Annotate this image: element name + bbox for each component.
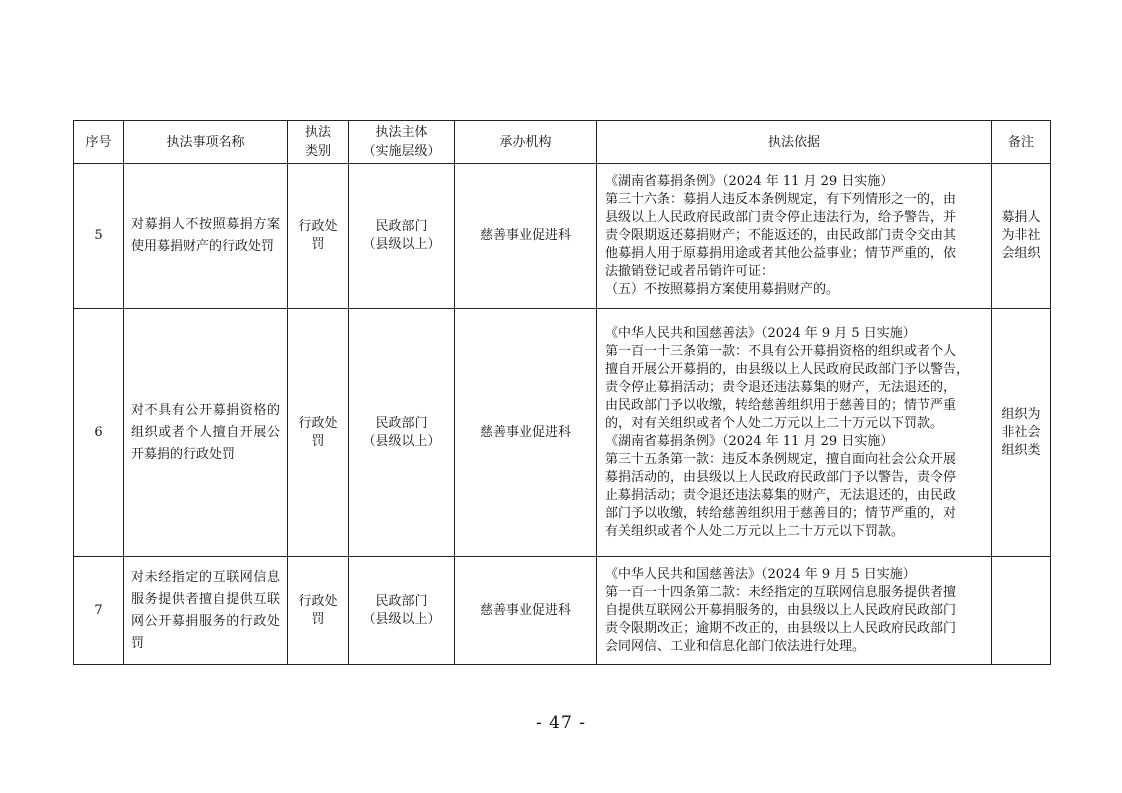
type-line: 罚 bbox=[311, 237, 325, 252]
header-dept: 承办机构 bbox=[455, 121, 597, 164]
legal-basis bbox=[597, 309, 992, 557]
header-name: 执法事项名称 bbox=[124, 121, 288, 164]
header-type-line: 类别 bbox=[304, 144, 331, 159]
basis-line: 有关组织或者个人处二万元以上二十万元以下罚款。 bbox=[605, 523, 905, 539]
basis-line: 《中华人民共和国慈善法》（2024 年 9 月 5 日实施） bbox=[605, 566, 916, 582]
org-line: （县级以上） bbox=[362, 611, 441, 627]
basis-line: 擅自开展公开募捐的，由县级以上人民政府民政部门予以警告， bbox=[605, 361, 970, 377]
note-line: 非社会 bbox=[1001, 424, 1041, 440]
row-number: 7 bbox=[74, 557, 124, 665]
basis-line: 第一百一十四条第二款：未经指定的互联网信息服务提供者擅 bbox=[605, 584, 957, 600]
type-line: 行政处 bbox=[298, 593, 338, 609]
table-row bbox=[74, 309, 1051, 557]
basis-line: （五）不按照募捐方案使用募捐财产的。 bbox=[605, 282, 840, 297]
legal-basis bbox=[597, 557, 992, 665]
basis-line: 县级以上人民政府民政部门责令停止违法行为，给予警告，并 bbox=[605, 210, 957, 225]
org-line: 民政部门 bbox=[375, 415, 428, 431]
handling-department: 慈善事业促进科 bbox=[455, 164, 597, 309]
type-line: 行政处 bbox=[298, 219, 338, 234]
basis-line: 《湖南省募捐条例》（2024 年 11 月 29 日实施） bbox=[605, 174, 894, 189]
enforcement-type bbox=[288, 164, 349, 309]
header-type bbox=[288, 121, 349, 164]
type-line: 行政处 bbox=[298, 415, 338, 431]
handling-department: 慈善事业促进科 bbox=[455, 309, 597, 557]
legal-basis bbox=[597, 164, 992, 309]
org-line: 民政部门 bbox=[375, 219, 428, 234]
remark bbox=[992, 309, 1051, 557]
enforcement-body bbox=[349, 164, 455, 309]
enforcement-type bbox=[288, 309, 349, 557]
basis-line: 止募捐活动；责令退还违法募集的财产，无法退还的，由民政 bbox=[605, 487, 957, 503]
header-basis: 执法依据 bbox=[597, 121, 992, 164]
org-line: （县级以上） bbox=[362, 433, 441, 449]
basis-line: 责令限期改正；逾期不改正的，由县级以上人民政府民政部门 bbox=[605, 620, 957, 636]
header-org bbox=[349, 121, 455, 164]
row-number: 5 bbox=[74, 164, 124, 309]
handling-department: 慈善事业促进科 bbox=[455, 557, 597, 665]
enforcement-type bbox=[288, 557, 349, 665]
header-no: 序号 bbox=[74, 121, 124, 164]
basis-line: 的，对有关组织或者个人处二万元以上二十万元以下罚款。 bbox=[605, 415, 944, 431]
item-name: 对未经指定的互联网信息服务提供者擅自提供互联网公开募捐服务的行政处罚 bbox=[124, 557, 288, 665]
header-note: 备注 bbox=[992, 121, 1051, 164]
type-line: 罚 bbox=[311, 433, 325, 449]
basis-line: 自提供互联网公开募捐服务的，由县级以上人民政府民政部门 bbox=[605, 602, 957, 618]
enforcement-table bbox=[73, 120, 1051, 665]
enforcement-body bbox=[349, 557, 455, 665]
type-line: 罚 bbox=[311, 611, 325, 627]
row-number: 6 bbox=[74, 309, 124, 557]
basis-line: 募捐活动的，由县级以上人民政府民政部门予以警告，责令停 bbox=[605, 469, 957, 485]
basis-line: 法撤销登记或者吊销许可证： bbox=[605, 264, 775, 279]
item-name: 对募捐人不按照募捐方案使用募捐财产的行政处罚 bbox=[124, 164, 288, 309]
enforcement-body bbox=[349, 309, 455, 557]
table-header-row bbox=[74, 121, 1051, 164]
basis-line: 责令限期返还募捐财产；不能返还的，由民政部门责令交由其 bbox=[605, 228, 957, 243]
note-line: 为非社 bbox=[1001, 228, 1041, 243]
org-line: 民政部门 bbox=[375, 593, 428, 609]
basis-line: 《湖南省募捐条例》（2024 年 11 月 29 日实施） bbox=[605, 433, 894, 449]
item-name: 对不具有公开募捐资格的组织或者个人擅自开展公开募捐的行政处罚 bbox=[124, 309, 288, 557]
remark bbox=[992, 557, 1051, 665]
basis-line: 会同网信、工业和信息化部门依法进行处理。 bbox=[605, 638, 866, 654]
table-row bbox=[74, 164, 1051, 309]
note-line: 会组织 bbox=[1001, 246, 1041, 261]
header-org-line: （实施层级） bbox=[362, 144, 441, 159]
note-line: 募捐人 bbox=[1001, 210, 1041, 225]
basis-line: 他募捐人用于原募捐用途或者其他公益事业；情节严重的，依 bbox=[605, 246, 957, 261]
basis-line: 第三十六条：募捐人违反本条例规定，有下列情形之一的，由 bbox=[605, 192, 957, 207]
note-line: 组织类 bbox=[1001, 442, 1041, 458]
note-line: 组织为 bbox=[1001, 406, 1041, 422]
basis-line: 由民政部门予以收缴，转给慈善组织用于慈善目的；情节严重 bbox=[605, 397, 957, 413]
header-type-line: 执法 bbox=[304, 125, 331, 140]
remark bbox=[992, 164, 1051, 309]
page-number: - 47 - bbox=[536, 713, 586, 733]
basis-line: 《中华人民共和国慈善法》（2024 年 9 月 5 日实施） bbox=[605, 325, 916, 341]
header-org-line: 执法主体 bbox=[375, 125, 428, 140]
basis-line: 部门予以收缴，转给慈善组织用于慈善目的；情节严重的，对 bbox=[605, 505, 957, 521]
basis-line: 第三十五条第一款：违反本条例规定，擅自面向社会公众开展 bbox=[605, 451, 957, 467]
basis-line: 责令停止募捐活动；责令退还违法募集的财产，无法退还的， bbox=[605, 379, 957, 395]
basis-line: 第一百一十三条第一款：不具有公开募捐资格的组织或者个人 bbox=[605, 343, 957, 359]
table-row bbox=[74, 557, 1051, 665]
org-line: （县级以上） bbox=[362, 237, 441, 252]
